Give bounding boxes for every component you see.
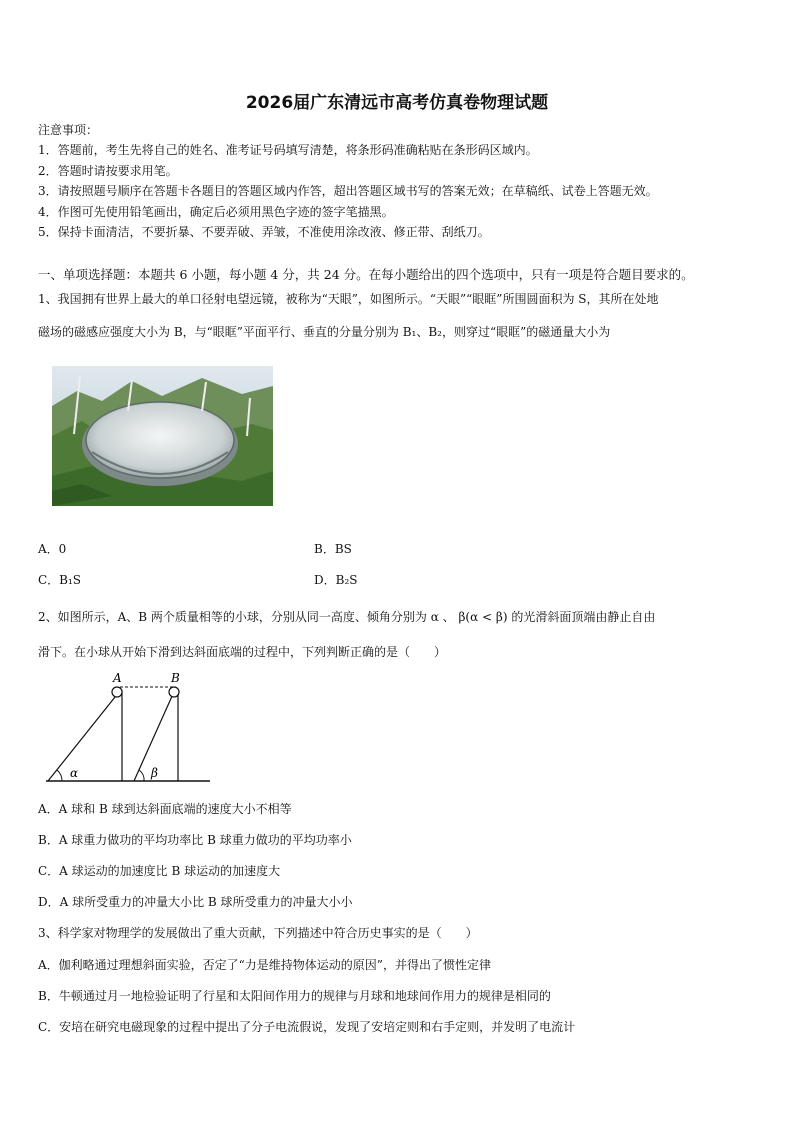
incline-diagram (40, 670, 215, 788)
question-2-option-c: C．A 球运动的加速度比 B 球运动的加速度大 (38, 864, 281, 878)
question-1-line-1: 1、我国拥有世界上最大的单口径射电望远镜，被称为“天眼”，如图所示。“天眼”“眼眶”所围圆面积为 S，其所在处地 (38, 292, 659, 306)
telescope-photo (52, 366, 273, 506)
question-1-option-b: B．BS (314, 542, 352, 556)
question-1-option-a: A．0 (38, 542, 67, 556)
notice-item: 1．答题前，考生先将自己的姓名、准考证号码填写清楚，将条形码准确粘贴在条形码区域内。 (38, 143, 538, 157)
label-beta: β (151, 766, 158, 780)
notice-heading: 注意事项： (38, 123, 99, 137)
question-3-option-a: A．伽利略通过理想斜面实验，否定了“力是维持物体运动的原因”，并得出了惯性定律 (38, 958, 491, 972)
page-title: 2026届广东清远市高考仿真卷物理试题 (245, 93, 549, 113)
section-heading: 一、单项选择题：本题共 6 小题，每小题 4 分，共 24 分。在每小题给出的四个选项中，只有一项是符合题目要求的。 (38, 267, 694, 282)
question-1-line-2: 磁场的磁感应强度大小为 B，与“眼眶”平面平行、垂直的分量分别为 B₁、B₂，则穿过“眼眶”的磁通量大小为 (38, 325, 611, 339)
notice-item: 4．作图可先使用铅笔画出，确定后必须用黑色字迹的签字笔描黑。 (38, 205, 394, 219)
question-2-line-1: 2、如图所示，A、B 两个质量相等的小球，分别从同一高度、倾角分别为 α 、 β(α < β) 的光滑斜面顶端由静止自由 (38, 610, 656, 624)
question-2-line-2: 滑下。在小球从开始下滑到达斜面底端的过程中，下列判断正确的是（ ） (38, 645, 447, 659)
ball-a (112, 687, 122, 697)
question-3-option-c: C．安培在研究电磁现象的过程中提出了分子电流假说，发现了安培定则和右手定则，并发明了电流计 (38, 1020, 576, 1034)
notice-item: 5．保持卡面清洁，不要折暴、不要弄破、弄皱，不准使用涂改液、修正带、刮纸刀。 (38, 225, 490, 239)
label-alpha: α (70, 766, 79, 780)
question-2-option-a: A．A 球和 B 球到达斜面底端的速度大小不相等 (38, 802, 292, 816)
question-2-option-b: B．A 球重力做功的平均功率比 B 球重力做功的平均功率小 (38, 833, 352, 847)
question-2-option-d: D．A 球所受重力的冲量大小比 B 球所受重力的冲量大小小 (38, 895, 353, 909)
label-a: A (113, 671, 122, 685)
notice-item: 3．请按照题号顺序在答题卡各题目的答题区域内作答，超出答题区域书写的答案无效；在草稿纸、试卷上答题无效。 (38, 184, 658, 198)
notice-item: 2．答题时请按要求用笔。 (38, 164, 178, 178)
question-3-option-b: B．牛顿通过月一地检验证明了行星和太阳间作用力的规律与月球和地球间作用力的规律是相同的 (38, 989, 551, 1003)
ball-b (169, 687, 179, 697)
question-1-option-c: C．B₁S (38, 573, 82, 587)
question-3-line-1: 3、科学家对物理学的发展做出了重大贡献，下列描述中符合历史事实的是（ ） (38, 926, 478, 940)
label-b: B (171, 671, 180, 685)
question-1-option-d: D．B₂S (314, 573, 358, 587)
